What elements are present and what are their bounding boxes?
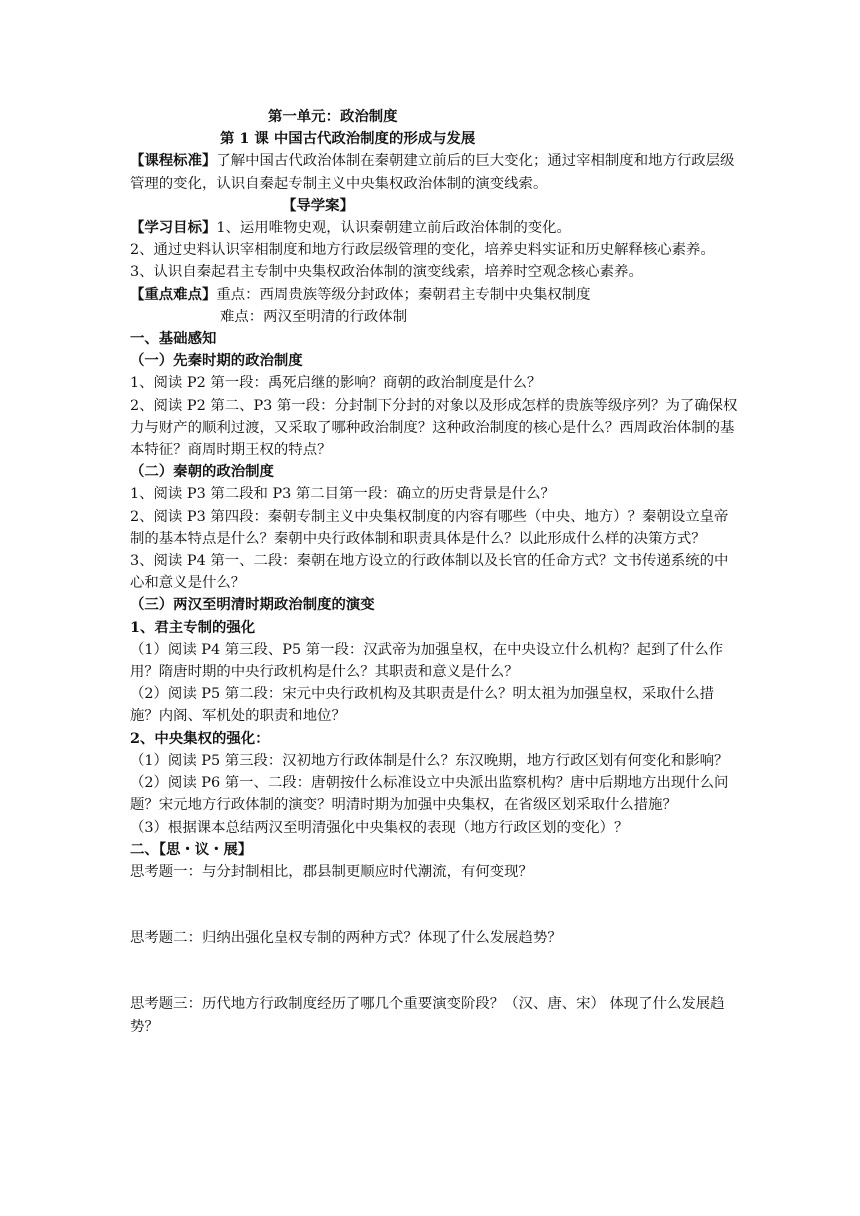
objectives-label: 【学习目标】 xyxy=(130,219,217,237)
section-heading: 一、基础感知 xyxy=(130,330,217,348)
question-item: 1、阅读 P2 第一段：禹死启继的影响？商朝的政治制度是什么？ xyxy=(130,375,542,392)
question-item: 2、阅读 P2 第二、P3 第一段：分封制下分封的对象以及形成怎样的贵族等级序列？为了确保权力与财产的顺利过渡，又采取了哪种政治制度？这种政治制度的核心是什么？西周政治体制的基本特征？商周时期王权的特点？ xyxy=(130,397,738,459)
curriculum-label: 【课程标准】 xyxy=(130,152,217,170)
question-item: （2）阅读 P5 第二段：宋元中央行政机构及其职责是什么？明太祖为加强皇权，采取什么措施？内阁、军机处的职责和地位？ xyxy=(130,686,714,725)
question-item: （3）根据课本总结两汉至明清强化中央集权的表现（地方行政区划的变化）？ xyxy=(130,819,629,836)
question-item: 2、阅读 P3 第四段：秦朝专制主义中央集权制度的内容有哪些（中央、地方）？秦朝设立皇帝制的基本特点是什么？秦朝中央行政体制和职责具体是什么？以此形成什么样的决策方式？ xyxy=(130,508,729,547)
question-item: （1）阅读 P4 第三段、P5 第一段：汉武帝为加强皇权，在中央设立什么机构？起到了什么作用？隋唐时期的中央行政机构是什么？其职责和意义是什么？ xyxy=(130,641,724,681)
keypoints-label: 【重点难点】 xyxy=(130,285,217,303)
question-item: 1、阅读 P3 第二段和 P3 第二目第一段：确立的历史背景是什么？ xyxy=(130,486,555,503)
curriculum-paragraph xyxy=(130,150,742,194)
objective-item: 2、通过史料认识宰相制度和地方行政层级管理的变化，培养史料实证和历史解释核心素养。 xyxy=(130,242,715,259)
subsection-heading: （二）秦朝的政治制度 xyxy=(130,463,274,481)
section-heading: 二、【思・议・展】 xyxy=(130,840,253,858)
thinking-question: 思考题一：与分封制相比，郡县制更顺应时代潮流，有何变现？ xyxy=(130,863,533,880)
curriculum-text: 了解中国古代政治体制在秦朝建立前后的巨大变化；通过宰相制度和地方行政层级管理的变化，认识自秦起专制主义中央集权政治体制的演变线索。 xyxy=(130,153,735,192)
objective-item: 3、认识自秦起君主专制中央集权政治体制的演变线索，培养时空观念核心素养。 xyxy=(130,264,643,281)
thinking-question: 思考题二：归纳出强化皇权专制的两种方式？体现了什么发展趋势？ xyxy=(130,930,562,947)
document-content xyxy=(130,106,742,1038)
subsection-heading: （一）先秦时期的政治制度 xyxy=(130,352,303,370)
thinking-question: 思考题三：历代地方行政制度经历了哪几个重要演变阶段？（汉、唐、宋） 体现了什么发展趋势？ xyxy=(130,996,725,1035)
question-item: （1）阅读 P5 第三段：汉初地方行政体制是什么？东汉晚期，地方行政区划有何变化和影响？ xyxy=(130,752,729,769)
question-item: （2）阅读 P6 第一、二段：唐朝按什么标准设立中央派出监察机构？唐中后期地方出现什么问题？宋元地方行政体制的演变？明清时期为加强中央集权，在省级区划采取什么措施？ xyxy=(130,775,729,814)
keypoints-difficulty: 难点：两汉至明清的行政体制 xyxy=(220,308,408,325)
objective-item xyxy=(130,217,742,239)
subsection-heading: （三）两汉至明清时期政治制度的演变 xyxy=(130,596,375,614)
keypoints-key: 重点：西周贵族等级分封政体；秦朝君主专制中央集权制度 xyxy=(216,286,591,303)
lesson-title: 第 1 课 中国古代政治制度的形成与发展 xyxy=(220,130,476,148)
answer-space xyxy=(130,883,742,927)
topic-heading: 2、中央集权的强化： xyxy=(130,729,270,747)
objective-text: 1、运用唯物史观，认识秦朝建立前后政治体制的变化。 xyxy=(216,220,571,237)
topic-heading: 1、君主专制的强化 xyxy=(130,618,256,636)
question-item: 3、阅读 P4 第一、二段：秦朝在地方设立的行政体制以及长官的任命方式？文书传递系统的中心和意义是什么？ xyxy=(130,553,729,592)
keypoints-line xyxy=(130,284,742,306)
guide-title: 【导学案】 xyxy=(282,196,354,214)
unit-title: 第一单元：政治制度 xyxy=(268,108,398,125)
answer-space xyxy=(130,949,742,993)
